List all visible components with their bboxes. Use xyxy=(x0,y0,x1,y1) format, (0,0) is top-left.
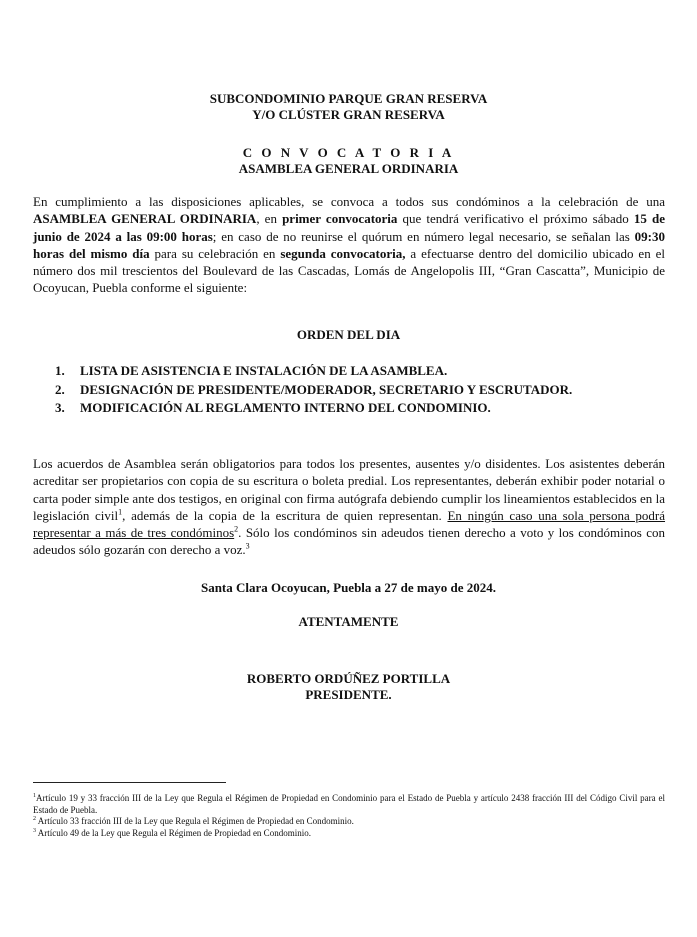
place-and-date: Santa Clara Ocoyucan, Puebla a 27 de mayo de 2024. xyxy=(200,580,497,595)
acuerdos-text-2: , además de la copia de la escritura de quien representan. xyxy=(122,507,448,523)
footnote-3 xyxy=(33,828,665,840)
acuerdos-text-3: . Sólo los condóminos sin adeudos tienen derecho a voto y los condóminos con adeudos sólo gozarán con derecho a voz. xyxy=(33,525,665,558)
signature-block xyxy=(0,671,697,703)
footnote-text: Artículo 19 y 33 fracción III de la Ley que Regula el Régimen de Propiedad en Condominio para el Estado de Puebla y artículo 2438 fracción III del Código Civil para el Estado de Puebla. xyxy=(33,793,665,815)
footnote-ref-1: 1 xyxy=(118,507,123,517)
convocatoria-title: C O N V O C A T O R I A xyxy=(242,145,455,160)
intro-bold-5: segunda convocatoria, xyxy=(280,245,406,261)
intro-text-6: a efectuarse dentro del domicilio ubicado en el número dos mil trescientos del Boulevard de las Cascadas, Lomás de Angelopolis III, “Gran Cascatta”, Municipio de Ocoyucan, Puebla conforme el siguiente: xyxy=(33,245,666,296)
intro-text-1: En cumplimiento a las disposiciones aplicables, se convoca a todos sus condóminos a la celebración de una xyxy=(33,194,665,209)
document-header xyxy=(0,91,697,123)
list-item-number: 1. xyxy=(55,363,65,378)
footnotes xyxy=(33,793,665,839)
footnote-divider xyxy=(33,782,226,783)
list-item xyxy=(55,381,675,400)
list-item-number: 3. xyxy=(55,400,65,415)
list-item-text: LISTA DE ASISTENCIA E INSTALACIÓN DE LA ASAMBLEA. xyxy=(80,363,448,378)
convocatoria-header xyxy=(0,145,697,177)
footnote-1 xyxy=(33,793,665,816)
asamblea-title: ASAMBLEA GENERAL ORDINARIA xyxy=(238,161,459,176)
list-item-text: DESIGNACIÓN DE PRESIDENTE/MODERADOR, SECRETARIO Y ESCRUTADOR. xyxy=(80,381,573,397)
title-line-2: Y/O CLÚSTER GRAN RESERVA xyxy=(252,107,445,122)
footnote-mark: 2 xyxy=(33,816,36,823)
list-item-text: MODIFICACIÓN AL REGLAMENTO INTERNO DEL CONDOMINIO. xyxy=(80,400,491,415)
footnote-mark: 3 xyxy=(33,827,36,834)
footnote-text: Artículo 33 fracción III de la Ley que Regula el Régimen de Propiedad en Condominio. xyxy=(36,816,354,827)
list-item xyxy=(55,399,675,418)
intro-bold-3: 15 de junio de 2024 a las 09:00 horas xyxy=(33,211,666,244)
footnote-ref-3: 3 xyxy=(245,542,250,552)
intro-text-3: que tendrá verificativo el próximo sábado xyxy=(397,211,634,227)
orden-del-dia-title: ORDEN DEL DIA xyxy=(296,327,401,342)
intro-text-4: ; en caso de no reunirse el quórum en número legal necesario, se señalan las xyxy=(212,228,635,244)
signer-title: PRESIDENTE. xyxy=(305,687,392,702)
intro-bold-4: 09:30 horas del mismo día xyxy=(33,228,665,261)
list-item xyxy=(55,362,675,381)
signer-name: ROBERTO ORDÚÑEZ PORTILLA xyxy=(246,671,451,686)
closing-salutation: ATENTAMENTE xyxy=(298,614,399,629)
intro-paragraph xyxy=(33,193,665,297)
intro-bold-2: primer convocatoria xyxy=(282,211,398,227)
acuerdos-underlined-text: En ningún caso una sola persona podrá representar a más de tres condóminos xyxy=(33,507,666,541)
intro-bold-1: ASAMBLEA GENERAL ORDINARIA xyxy=(33,211,257,227)
acuerdos-paragraph xyxy=(33,455,665,559)
acuerdos-text-1: Los acuerdos de Asamblea serán obligatorios para todos los presentes, ausentes y/o disidentes. Los asistentes deberán acreditar ser propietarios con copia de su escritura o boleta predial. Los representantes, deberán exhibir poder notarial o carta poder simple ante dos testigos, en original con firma autógrafa debiendo cumplir los lineamientos establecidos en la legislación civil xyxy=(33,456,665,523)
footnote-ref-2: 2 xyxy=(234,524,239,534)
title-line-1: SUBCONDOMINIO PARQUE GRAN RESERVA xyxy=(209,91,488,106)
list-item-number: 2. xyxy=(55,381,65,397)
footnote-mark: 1 xyxy=(33,793,36,799)
orden-del-dia-list xyxy=(55,362,675,418)
intro-text-5: para su celebración en xyxy=(149,245,281,261)
footnote-2 xyxy=(33,816,665,828)
intro-text-2: , en xyxy=(256,211,283,227)
footnote-text: Artículo 49 de la Ley que Regula el Régimen de Propiedad en Condominio. xyxy=(36,827,311,838)
